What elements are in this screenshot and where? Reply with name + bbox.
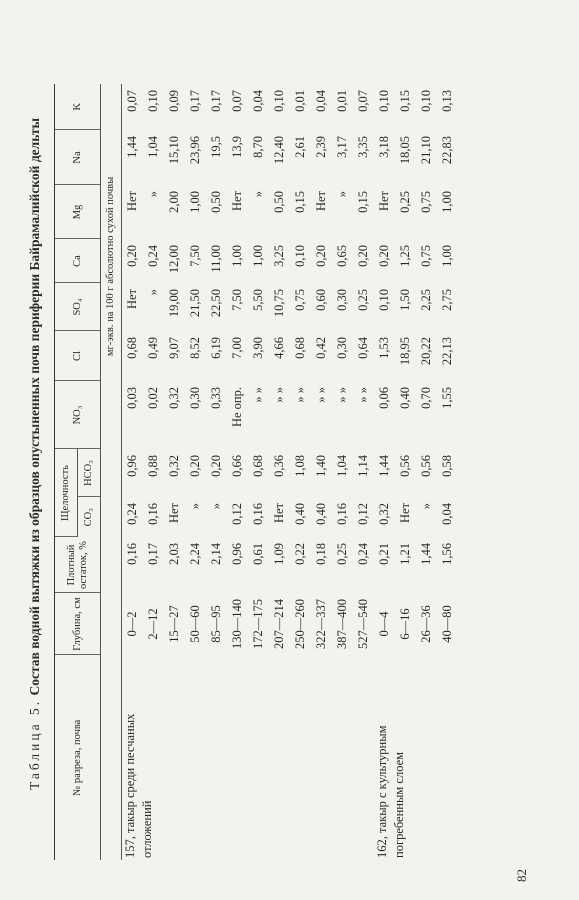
table-row — [353, 84, 374, 860]
empty-cell — [290, 655, 311, 860]
so4-cell: 0,75 — [292, 289, 307, 311]
header-mg: Mg — [55, 185, 101, 239]
mg-cell: 0,15 — [355, 191, 370, 213]
table-row — [374, 84, 395, 860]
header-alkalinity: Щелочность — [55, 449, 78, 537]
mg-cell: 0,15 — [292, 191, 307, 213]
depth-cell: 26—36 — [418, 605, 433, 643]
na-cell: 3,18 — [376, 136, 391, 158]
co3-cell: » — [187, 503, 202, 510]
unit-label: мг-экв. на 100 г абсолютно сухой почвы — [101, 84, 122, 449]
na-cell: 12,40 — [271, 136, 286, 165]
empty-cell — [206, 655, 227, 860]
ca-cell: 3,25 — [271, 245, 286, 267]
so4-cell: 2,75 — [439, 289, 454, 311]
ca-cell: 12,00 — [166, 245, 181, 274]
hco3-cell: 0,58 — [439, 455, 454, 477]
so4-cell: 1,50 — [397, 289, 412, 311]
residue-cell: 0,61 — [250, 543, 265, 565]
k-cell: 0,01 — [292, 90, 307, 112]
co3-cell: 0,24 — [124, 503, 139, 525]
depth-cell: 15—27 — [166, 605, 181, 643]
hco3-cell: 0,66 — [229, 455, 244, 477]
depth-cell: 50—60 — [187, 605, 202, 643]
cl-cell: 0,68 — [124, 337, 139, 359]
mg-cell: 0,25 — [397, 191, 412, 213]
co3-cell: 0,40 — [292, 503, 307, 525]
ca-cell: 1,25 — [397, 245, 412, 267]
cl-cell: 18,95 — [397, 337, 412, 366]
k-cell: 0,07 — [229, 90, 244, 112]
cl-cell: 0,64 — [355, 337, 370, 359]
no3-cell: 0,03 — [124, 387, 139, 409]
residue-cell: 1,09 — [271, 543, 286, 565]
hco3-cell: 0,88 — [145, 455, 160, 477]
cl-cell: 0,68 — [292, 337, 307, 359]
na-cell: 21,10 — [418, 136, 433, 165]
empty-cell — [227, 655, 248, 860]
na-cell: 23,96 — [187, 136, 202, 165]
na-cell: 13,9 — [229, 136, 244, 158]
na-cell: 2,39 — [313, 136, 328, 158]
mg-cell: Нет — [124, 191, 139, 212]
no3-cell: » » — [250, 387, 265, 403]
ca-cell: 1,00 — [250, 245, 265, 267]
mg-cell: 0,50 — [271, 191, 286, 213]
co3-cell: 0,32 — [376, 503, 391, 525]
table-row — [269, 84, 290, 860]
table-row — [437, 84, 458, 860]
depth-cell: 0—2 — [124, 611, 139, 637]
no3-cell: 1,55 — [439, 387, 454, 409]
so4-cell: 2,25 — [418, 289, 433, 311]
hco3-cell: 1,08 — [292, 455, 307, 477]
co3-cell: Нет — [271, 503, 286, 524]
header-hco3: HCO₃ — [78, 449, 101, 497]
so4-cell: Нет — [124, 289, 139, 310]
cl-cell: 0,30 — [334, 337, 349, 359]
depth-cell: 0—4 — [376, 611, 391, 637]
co3-cell: 0,16 — [145, 503, 160, 525]
page-number: 82 — [514, 869, 529, 882]
residue-cell: 1,21 — [397, 543, 412, 565]
mg-cell: » — [334, 191, 349, 198]
co3-cell: 0,16 — [334, 503, 349, 525]
so4-cell: 0,25 — [355, 289, 370, 311]
mg-cell: 0,75 — [418, 191, 433, 213]
k-cell: 0,10 — [145, 90, 160, 112]
no3-cell: Не опр. — [229, 387, 244, 428]
depth-cell: 85—95 — [208, 605, 223, 643]
na-cell: 3,35 — [355, 136, 370, 158]
residue-cell: 0,96 — [229, 543, 244, 565]
k-cell: 0,04 — [250, 90, 265, 112]
mg-cell: Нет — [313, 191, 328, 212]
ca-cell: 11,00 — [208, 245, 223, 273]
cl-cell: 8,52 — [187, 337, 202, 359]
mg-cell: 1,00 — [187, 191, 202, 213]
ca-cell: 0,75 — [418, 245, 433, 267]
depth-cell: 2—12 — [145, 608, 160, 640]
residue-cell: 0,22 — [292, 543, 307, 565]
cl-cell: 0,42 — [313, 337, 328, 359]
mg-cell: 2,00 — [166, 191, 181, 213]
na-cell: 8,70 — [250, 136, 265, 158]
sample-name: 162, такыр с культурным погребенным слоем — [375, 725, 406, 858]
no3-cell: 0,32 — [166, 387, 181, 409]
hco3-cell: 1,14 — [355, 455, 370, 477]
co3-cell: » — [208, 503, 223, 510]
k-cell: 0,10 — [271, 90, 286, 112]
hco3-cell: 0,56 — [418, 455, 433, 477]
no3-cell: » » — [271, 387, 286, 403]
table-row — [164, 84, 185, 860]
header-residue: Плотный остаток, % — [55, 537, 101, 593]
co3-cell: » — [418, 503, 433, 510]
no3-cell: 0,02 — [145, 387, 160, 409]
so4-cell: 7,50 — [229, 289, 244, 311]
header-na: Na — [55, 130, 101, 185]
no3-cell: » » — [355, 387, 370, 403]
residue-cell: 2,24 — [187, 543, 202, 565]
ca-cell: 0,24 — [145, 245, 160, 267]
hco3-cell: 0,96 — [124, 455, 139, 477]
empty-cell — [269, 655, 290, 860]
header-sample: № разреза, почва — [55, 655, 101, 860]
na-cell: 1,04 — [145, 136, 160, 158]
co3-cell: Нет — [397, 503, 412, 524]
caption-title: Состав водной вытяжки из образцов опустыненных почв периферии Байрамалийской дельты — [27, 117, 42, 696]
k-cell: 0,04 — [313, 90, 328, 112]
na-cell: 22,83 — [439, 136, 454, 165]
hco3-cell: 0,32 — [166, 455, 181, 477]
header-co3: CO₃ — [78, 497, 101, 537]
na-cell: 3,17 — [334, 136, 349, 158]
no3-cell: » » — [313, 387, 328, 403]
so4-cell: 0,10 — [376, 289, 391, 311]
na-cell: 1,44 — [124, 136, 139, 158]
no3-cell: 0,33 — [208, 387, 223, 409]
k-cell: 0,10 — [376, 90, 391, 112]
residue-cell: 0,17 — [145, 543, 160, 565]
so4-cell: 22,50 — [208, 289, 223, 318]
residue-cell: 0,24 — [355, 543, 370, 565]
header-no3: NO₃ — [55, 381, 101, 449]
cl-cell: 20,22 — [418, 337, 433, 366]
cl-cell: 3,90 — [250, 337, 265, 359]
table-row — [290, 84, 311, 860]
sample-name: 157, такыр среди песчаных отложений — [123, 713, 154, 858]
k-cell: 0,15 — [397, 90, 412, 112]
no3-cell: 0,30 — [187, 387, 202, 409]
depth-cell: 322—337 — [313, 599, 328, 649]
k-cell: 0,17 — [208, 90, 223, 112]
na-cell: 2,61 — [292, 136, 307, 158]
cl-cell: 1,53 — [376, 337, 391, 359]
so4-cell: 10,75 — [271, 289, 286, 318]
mg-cell: Нет — [229, 191, 244, 212]
ca-cell: 0,20 — [355, 245, 370, 267]
table-row — [185, 84, 206, 860]
residue-cell: 1,44 — [418, 543, 433, 565]
residue-cell: 2,03 — [166, 543, 181, 565]
empty-cell — [332, 655, 353, 860]
table-row — [248, 84, 269, 860]
co3-cell: 0,12 — [355, 503, 370, 525]
unit-row — [101, 84, 122, 860]
header-ca: Ca — [55, 239, 101, 283]
cl-cell: 22,13 — [439, 337, 454, 366]
ca-cell: 7,50 — [187, 245, 202, 267]
co3-cell: 0,04 — [439, 503, 454, 525]
na-cell: 15,10 — [166, 136, 181, 165]
mg-cell: » — [145, 191, 160, 198]
co3-cell: 0,12 — [229, 503, 244, 525]
header-k: K — [55, 84, 101, 130]
cl-cell: 7,00 — [229, 337, 244, 359]
k-cell: 0,13 — [439, 90, 454, 112]
depth-cell: 130—140 — [229, 599, 244, 649]
residue-cell: 0,21 — [376, 543, 391, 565]
residue-cell: 0,16 — [124, 543, 139, 565]
depth-cell: 40—80 — [439, 605, 454, 643]
cl-cell: 4,66 — [271, 337, 286, 359]
ca-cell: 0,20 — [313, 245, 328, 267]
ca-cell: 0,20 — [124, 245, 139, 267]
so4-cell: 0,60 — [313, 289, 328, 311]
cl-cell: 9,07 — [166, 337, 181, 359]
mg-cell: 1,00 — [439, 191, 454, 213]
no3-cell: 0,40 — [397, 387, 412, 409]
empty-cell — [311, 655, 332, 860]
hco3-cell: 0,56 — [397, 455, 412, 477]
empty-cell — [164, 655, 185, 860]
no3-cell: 0,06 — [376, 387, 391, 409]
header-depth: Глубина, см — [55, 593, 101, 655]
table-row — [227, 84, 248, 860]
so4-cell: 5,50 — [250, 289, 265, 311]
ca-cell: 0,20 — [376, 245, 391, 267]
soil-extract-table — [54, 84, 458, 860]
depth-cell: 172—175 — [250, 599, 265, 649]
ca-cell: 1,00 — [229, 245, 244, 267]
table-body — [101, 84, 459, 860]
empty-cell — [437, 655, 458, 860]
k-cell: 0,07 — [124, 90, 139, 112]
co3-cell: Нет — [166, 503, 181, 524]
co3-cell: 0,40 — [313, 503, 328, 525]
empty-cell — [248, 655, 269, 860]
table-header — [55, 84, 101, 860]
empty-cell — [185, 655, 206, 860]
no3-cell: » » — [292, 387, 307, 403]
table-caption — [27, 10, 43, 790]
so4-cell: » — [145, 289, 160, 296]
mg-cell: Нет — [376, 191, 391, 212]
no3-cell: 0,70 — [418, 387, 433, 409]
k-cell: 0,17 — [187, 90, 202, 112]
na-cell: 19,5 — [208, 136, 223, 158]
residue-cell: 0,25 — [334, 543, 349, 565]
ca-cell: 0,65 — [334, 245, 349, 267]
mg-cell: » — [250, 191, 265, 198]
hco3-cell: 0,20 — [208, 455, 223, 477]
cl-cell: 6,19 — [208, 337, 223, 359]
so4-cell: 21,50 — [187, 289, 202, 318]
residue-cell: 1,56 — [439, 543, 454, 565]
k-cell: 0,07 — [355, 90, 370, 112]
empty-cell — [353, 655, 374, 860]
caption-label: Таблица 5. — [27, 698, 42, 790]
depth-cell: 387—400 — [334, 599, 349, 649]
hco3-cell: 0,36 — [271, 455, 286, 477]
cl-cell: 0,49 — [145, 337, 160, 359]
depth-cell: 6—16 — [397, 608, 412, 640]
table-row — [311, 84, 332, 860]
hco3-cell: 1,44 — [376, 455, 391, 477]
hco3-cell: 0,68 — [250, 455, 265, 477]
header-so4: SO₄ — [55, 283, 101, 331]
hco3-cell: 1,04 — [334, 455, 349, 477]
k-cell: 0,10 — [418, 90, 433, 112]
depth-cell: 527—540 — [355, 599, 370, 649]
residue-cell: 2,14 — [208, 543, 223, 565]
table-row — [332, 84, 353, 860]
k-cell: 0,01 — [334, 90, 349, 112]
ca-cell: 0,10 — [292, 245, 307, 267]
table-row — [206, 84, 227, 860]
na-cell: 18,05 — [397, 136, 412, 165]
hco3-cell: 1,40 — [313, 455, 328, 477]
so4-cell: 0,30 — [334, 289, 349, 311]
so4-cell: 19,00 — [166, 289, 181, 318]
ca-cell: 1,00 — [439, 245, 454, 267]
residue-cell: 0,18 — [313, 543, 328, 565]
k-cell: 0,09 — [166, 90, 181, 112]
mg-cell: 0,50 — [208, 191, 223, 213]
hco3-cell: 0,20 — [187, 455, 202, 477]
depth-cell: 250—260 — [292, 599, 307, 649]
header-cl: Cl — [55, 331, 101, 381]
co3-cell: 0,16 — [250, 503, 265, 525]
no3-cell: » » — [334, 387, 349, 403]
table-row — [122, 84, 144, 860]
depth-cell: 207—214 — [271, 599, 286, 649]
